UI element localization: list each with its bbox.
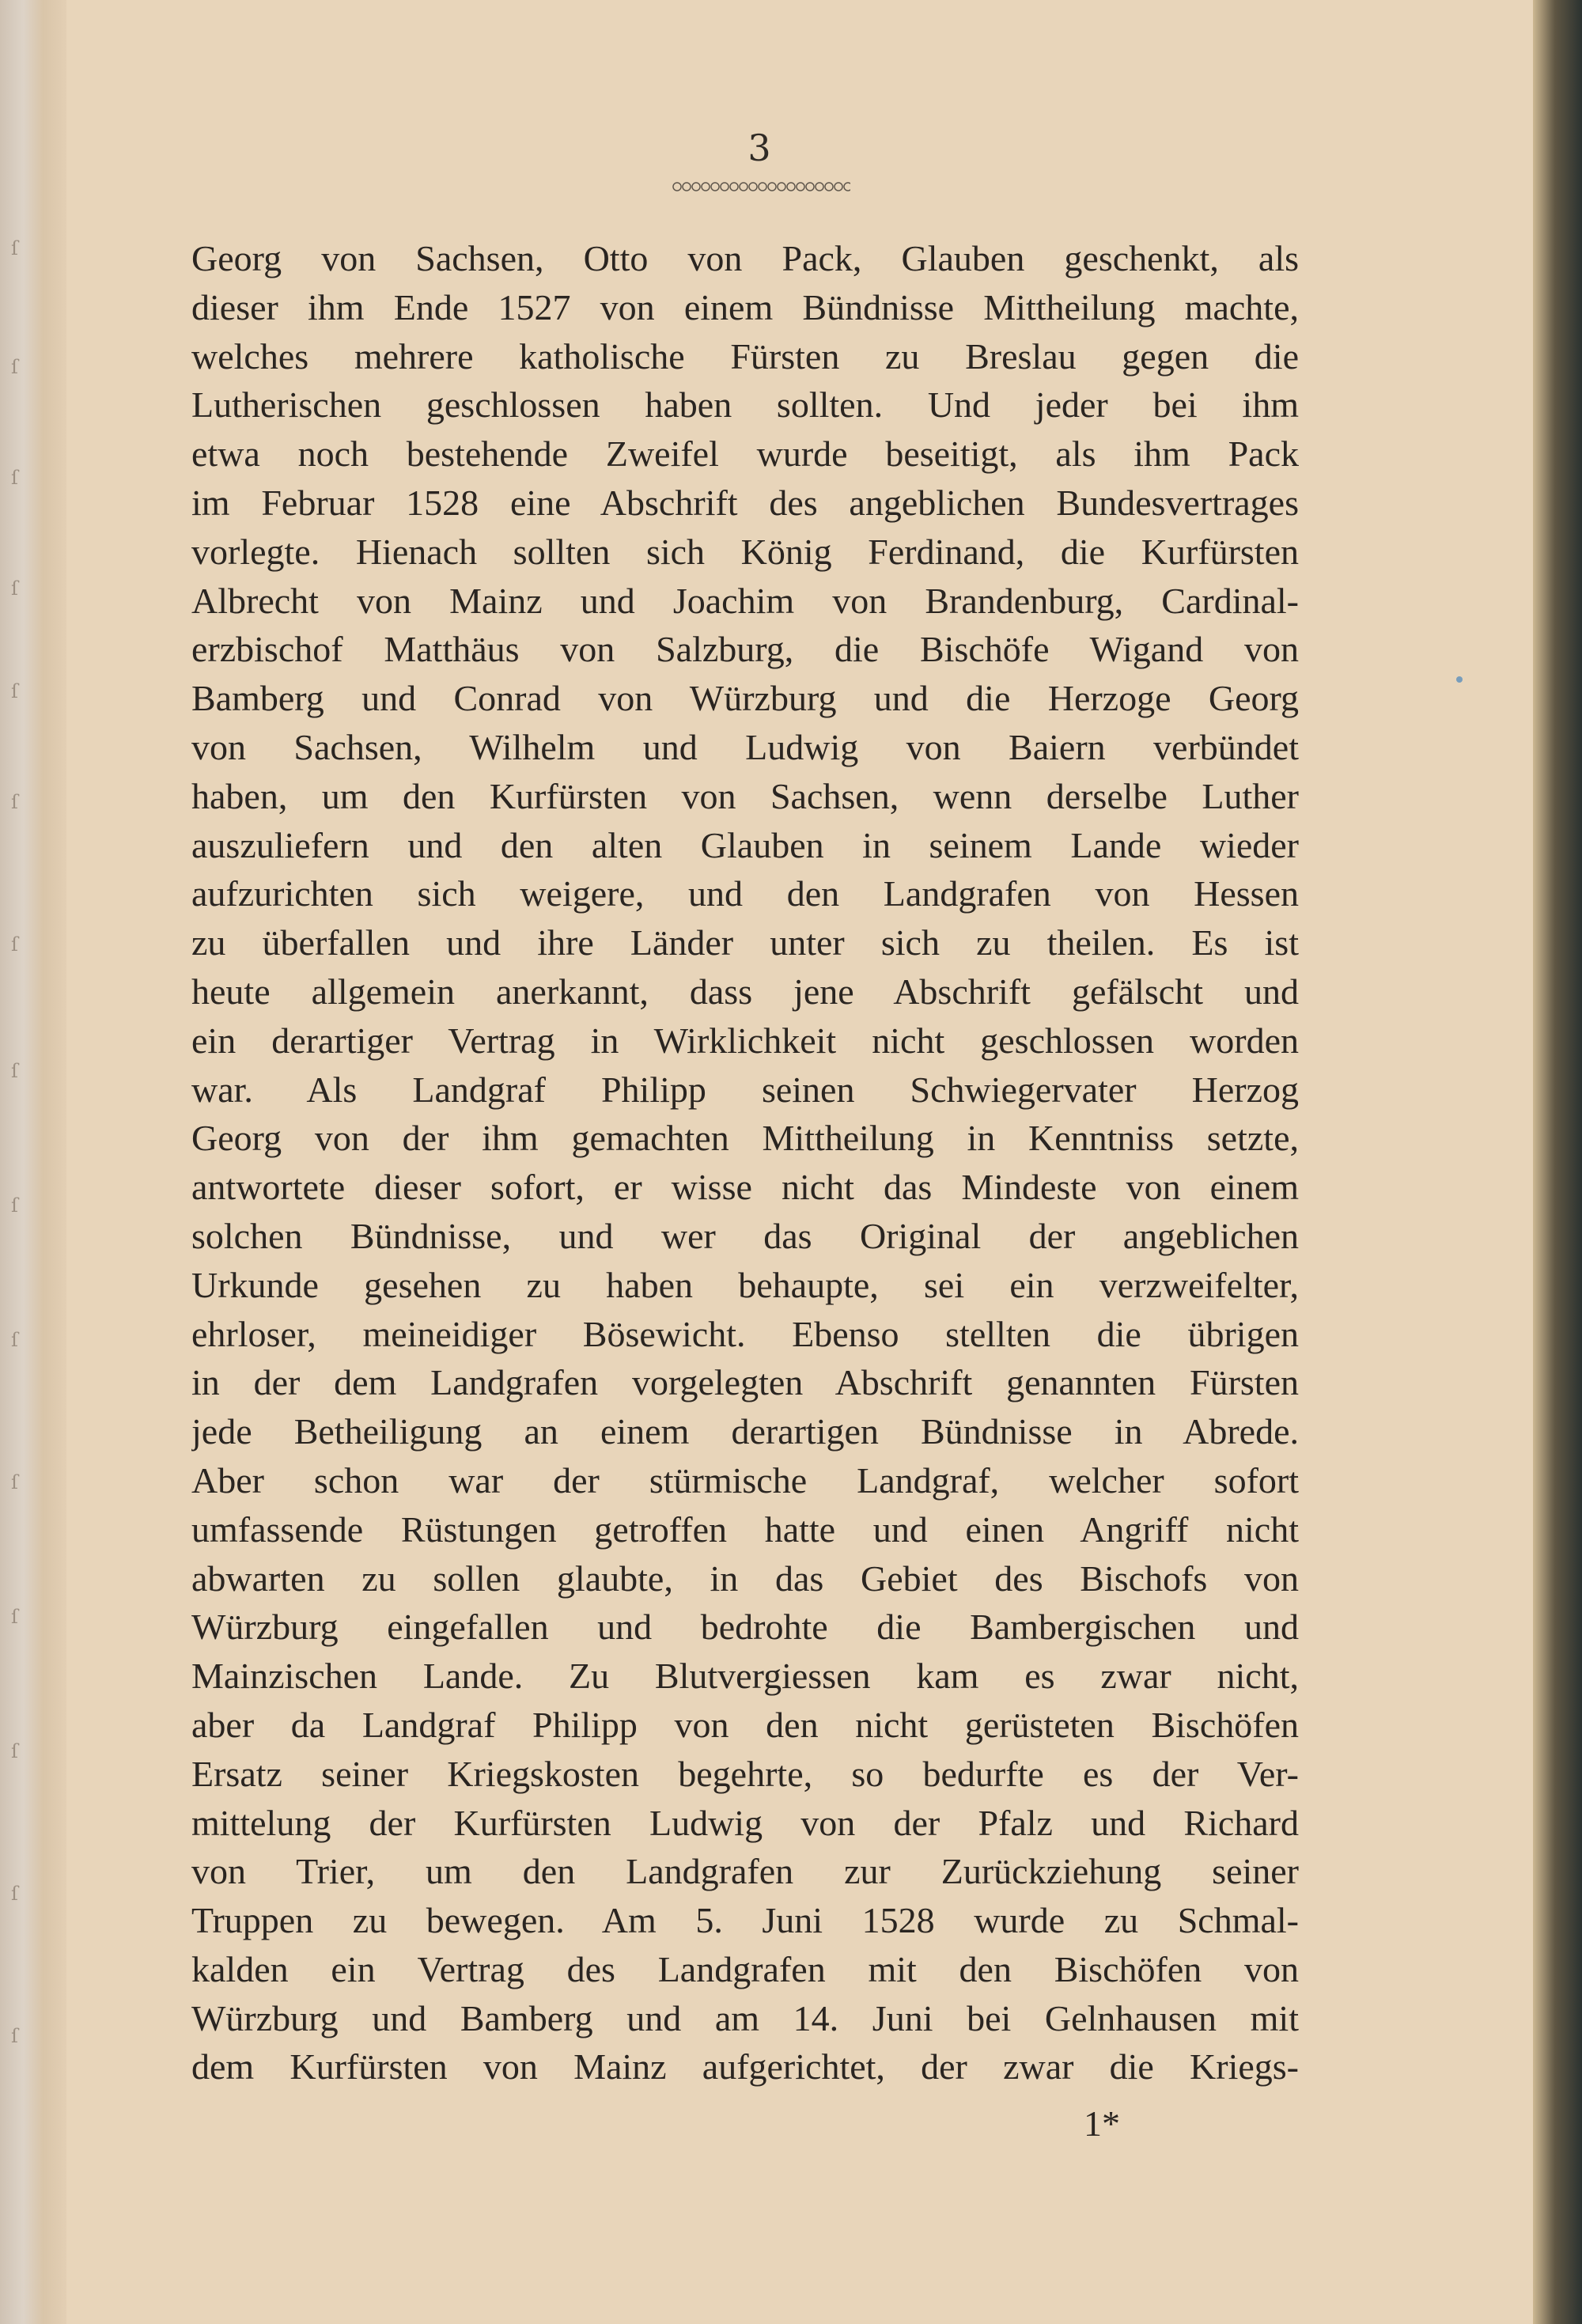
text-line: Truppen zu bewegen. Am 5. Juni 1528 wurde zu Schmal- bbox=[191, 1900, 1299, 1941]
text-line: heute allgemein anerkannt, dass jene Abschrift gefälscht und bbox=[191, 971, 1299, 1012]
text-line: dieser ihm Ende 1527 von einem Bündnisse Mittheilung machte, bbox=[191, 286, 1299, 327]
text-line: Mainzischen Lande. Zu Blutvergiessen kam es zwar nicht, bbox=[191, 1656, 1299, 1697]
text-line: Georg von der ihm gemachten Mittheilung in Kenntniss setzte, bbox=[191, 1118, 1299, 1159]
text-line: Würzburg eingefallen und bedrohte die Bambergischen und bbox=[191, 1607, 1299, 1648]
text-line: etwa noch bestehende Zweifel wurde beseitigt, als ihm Pack bbox=[191, 433, 1299, 475]
text-line: vorlegte. Hienach sollten sich König Ferdinand, die Kurfürsten bbox=[191, 531, 1299, 572]
ink-speck bbox=[1456, 676, 1463, 683]
text-line: von Trier, um den Landgrafen zur Zurückziehung seiner bbox=[191, 1851, 1299, 1892]
text-line: ein derartiger Vertrag in Wirklichkeit nicht geschlossen worden bbox=[191, 1020, 1299, 1061]
text-line: Georg von Sachsen, Otto von Pack, Glauben geschenkt, als bbox=[191, 238, 1299, 278]
text-line: kalden ein Vertrag des Landgrafen mit den Bischöfen von bbox=[191, 1948, 1299, 1989]
text-line: Würzburg und Bamberg und am 14. Juni bei Gelnhausen mit bbox=[191, 1997, 1299, 2038]
text-line: in der dem Landgrafen vorgelegten Abschrift genannten Fürsten bbox=[191, 1362, 1299, 1403]
text-line: erzbischof Matthäus von Salzburg, die Bischöfe Wigand von bbox=[191, 629, 1299, 670]
text-line: mittelung der Kurfürsten Ludwig von der Pfalz und Richard bbox=[191, 1802, 1299, 1843]
text-line: antwortete dieser sofort, er wisse nicht das Mindeste von einem bbox=[191, 1167, 1299, 1208]
header-ornament-rule bbox=[672, 182, 850, 191]
text-line: Lutherischen geschlossen haben sollten. Und jeder bei ihm bbox=[191, 384, 1299, 426]
text-line: jede Betheiligung an einem derartigen Bündnisse in Abrede. bbox=[191, 1411, 1299, 1452]
text-line: haben, um den Kurfürsten von Sachsen, wenn derselbe Luther bbox=[191, 775, 1299, 816]
text-line: aber da Landgraf Philipp von den nicht gerüsteten Bischöfen bbox=[191, 1704, 1299, 1745]
text-line: solchen Bündnisse, und wer das Original der angeblichen bbox=[191, 1215, 1299, 1256]
text-line: auszuliefern und den alten Glauben in seinem Lande wieder bbox=[191, 824, 1299, 865]
text-line: zu überfallen und ihre Länder unter sich zu theilen. Es ist bbox=[191, 922, 1299, 963]
book-cover-edge bbox=[1533, 0, 1582, 2324]
text-line: im Februar 1528 eine Abschrift des angeblichen Bundesvertrages bbox=[191, 482, 1299, 523]
text-line: abwarten zu sollen glaubte, in das Gebiet des Bischofs von bbox=[191, 1558, 1299, 1599]
facing-page-bleedthrough: ſ ſ ſ ſ ſ ſ ſ ſ ſ ſ ſ ſ ſ ſ ſ bbox=[11, 237, 18, 2047]
text-line: von Sachsen, Wilhelm und Ludwig von Baiern verbündet bbox=[191, 726, 1299, 767]
text-line: Aber schon war der stürmische Landgraf, welcher sofort bbox=[191, 1459, 1299, 1501]
text-line: umfassende Rüstungen getroffen hatte und einen Angriff nicht bbox=[191, 1508, 1299, 1550]
body-text bbox=[191, 234, 1299, 2091]
printer-signature-mark: 1* bbox=[1084, 2103, 1120, 2144]
text-line: aufzurichten sich weigere, und den Landgrafen von Hessen bbox=[191, 873, 1299, 914]
page-number: 3 bbox=[747, 127, 771, 169]
text-line: war. Als Landgraf Philipp seinen Schwiegervater Herzog bbox=[191, 1069, 1299, 1110]
text-line: welches mehrere katholische Fürsten zu Breslau gegen die bbox=[191, 335, 1299, 377]
text-line: ehrloser, meineidiger Bösewicht. Ebenso stellten die übrigen bbox=[191, 1313, 1299, 1354]
text-line: Bamberg und Conrad von Würzburg und die Herzoge Georg bbox=[191, 678, 1299, 719]
text-line: dem Kurfürsten von Mainz aufgerichtet, der zwar die Kriegs- bbox=[191, 2046, 1299, 2087]
text-line: Albrecht von Mainz und Joachim von Brandenburg, Cardinal- bbox=[191, 580, 1299, 621]
text-line: Urkunde gesehen zu haben behaupte, sei ein verzweifelter, bbox=[191, 1264, 1299, 1305]
text-line: Ersatz seiner Kriegskosten begehrte, so bedurfte es der Ver- bbox=[191, 1753, 1299, 1794]
